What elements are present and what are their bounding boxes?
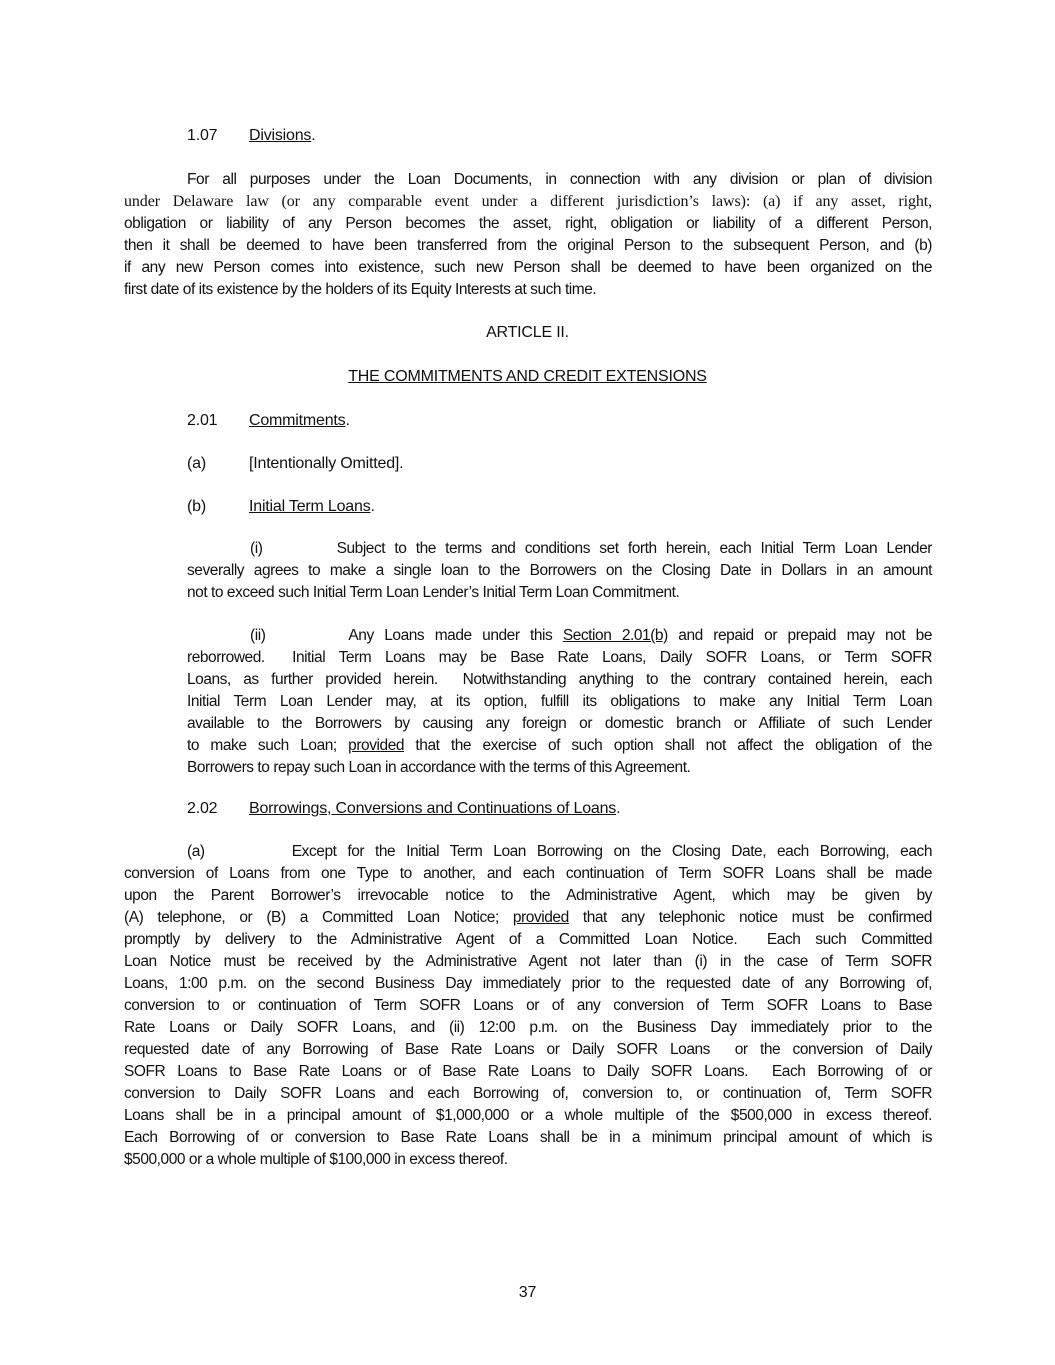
clause-text: [Intentionally Omitted]. bbox=[249, 455, 404, 472]
text-segment: conversion to or continuation of Term SOFR Loans or of any conversion of Term SOFR Loans to Base bbox=[124, 997, 932, 1014]
punct: . bbox=[311, 127, 316, 144]
section-title: Borrowings, Conversions and Continuations of Loans bbox=[249, 800, 617, 817]
text-segment: Rate Loans or Daily SOFR Loans, and (ii) 12:00 p.m. on the Business Day immediately prior to the bbox=[124, 1019, 932, 1036]
punct: . bbox=[370, 498, 375, 515]
section-title: Divisions bbox=[249, 127, 312, 144]
section-2-02-heading bbox=[187, 798, 620, 820]
text-line bbox=[124, 929, 932, 951]
text-segment: conversion of Loans from one Type to another, and each continuation of Term SOFR Loans shall be made bbox=[124, 865, 932, 882]
paragraph-ii bbox=[187, 625, 932, 779]
text-segment: not to exceed such Initial Term Loan Lender’s Initial Term Loan Commitment. bbox=[187, 584, 680, 601]
text-line bbox=[187, 713, 932, 735]
text-segment: Each Borrowing of or conversion to Base Rate Loans shall be in a minimum principal amount of which is bbox=[124, 1129, 932, 1146]
text-segment: that any telephonic notice must be confirmed bbox=[568, 909, 932, 926]
text-segment: conversion to Daily SOFR Loans and each Borrowing of, conversion to, or continuation of, Term SOFR bbox=[124, 1085, 932, 1102]
clause-2-01-a bbox=[187, 453, 403, 475]
page-number: 37 bbox=[518, 1284, 537, 1301]
clause-2-01-b bbox=[187, 496, 375, 518]
text-segment: Loans shall be in a principal amount of $1,000,000 or a whole multiple of the $500,000 in excess thereof. bbox=[124, 1107, 932, 1124]
article-title: ARTICLE II. bbox=[486, 324, 569, 341]
paragraph-i bbox=[187, 538, 932, 604]
text-segment: severally agrees to make a single loan to the Borrowers on the Closing Date in Dollars in an amount bbox=[187, 562, 932, 579]
text-line bbox=[124, 1149, 932, 1171]
text-segment: reborrowed. Initial Term Loans may be Base Rate Loans, Daily SOFR Loans, or Term SOFR bbox=[187, 649, 932, 666]
text-segment: and repaid or prepaid may not be bbox=[667, 627, 932, 644]
text-line bbox=[124, 907, 932, 929]
text-segment: Borrowers to repay such Loan in accordance with the terms of this Agreement. bbox=[187, 759, 691, 776]
text-segment: to make such Loan; bbox=[187, 737, 349, 754]
text-segment: Initial Term Loan Lender may, at its option, fulfill its obligations to make any Initial Term Loan bbox=[187, 693, 932, 710]
text-line bbox=[187, 538, 932, 560]
paragraph-divisions bbox=[124, 169, 932, 301]
clause-number: (a) bbox=[187, 455, 206, 472]
text-line bbox=[124, 973, 932, 995]
text-line bbox=[187, 647, 932, 669]
text-line bbox=[124, 1017, 932, 1039]
text-line bbox=[124, 1105, 932, 1127]
text-segment: upon the Parent Borrower’s irrevocable notice to the Administrative Agent, which may be given by bbox=[124, 887, 932, 904]
text-line bbox=[187, 757, 932, 779]
text-line: under Delaware law (or any comparable event under a different jurisdiction’s laws): (a) if any asset, right, bbox=[124, 193, 932, 210]
clause-number: (b) bbox=[187, 498, 206, 515]
text-segment: SOFR Loans to Base Rate Loans or of Base Rate Loans to Daily SOFR Loans. Each Borrowing of or bbox=[124, 1063, 932, 1080]
section-2-01-heading bbox=[187, 410, 350, 432]
text-line bbox=[187, 669, 932, 691]
paragraph-2-02-a bbox=[124, 841, 932, 1171]
text-line bbox=[124, 1083, 932, 1105]
text-line: obligation or liability of any Person becomes the asset, right, obligation or liability of a different Person, bbox=[124, 215, 932, 232]
text-segment: $500,000 or a whole multiple of $100,000 in excess thereof. bbox=[124, 1151, 508, 1168]
text-segment: requested date of any Borrowing of Base Rate Loans or Daily SOFR Loans or the conversion of Daily bbox=[124, 1041, 932, 1058]
text-segment: Loans, as further provided herein. Notwithstanding anything to the contrary contained herein, each bbox=[187, 671, 932, 688]
section-number: 2.01 bbox=[187, 412, 218, 429]
punct: . bbox=[616, 800, 621, 817]
text-line bbox=[124, 863, 932, 885]
text-segment: (i) Subject to the terms and conditions set forth herein, each Initial Term Loan Lender bbox=[250, 540, 932, 557]
text-line bbox=[124, 995, 932, 1017]
text-line: if any new Person comes into existence, such new Person shall be deemed to have been organized on the bbox=[124, 259, 932, 276]
cross-reference: provided bbox=[348, 737, 405, 754]
cross-reference: provided bbox=[512, 909, 569, 926]
text-line: For all purposes under the Loan Documents, in connection with any division or plan of division bbox=[187, 171, 932, 188]
text-line bbox=[124, 841, 932, 863]
section-1-07-heading bbox=[187, 125, 315, 147]
text-segment: promptly by delivery to the Administrative Agent of a Committed Loan Notice. Each such Committed bbox=[124, 931, 932, 948]
text-line: then it shall be deemed to have been transferred from the original Person to the subsequent Person, and (b) bbox=[124, 237, 932, 254]
text-line bbox=[187, 691, 932, 713]
text-segment: available to the Borrowers by causing any foreign or domestic branch or Affiliate of such Lender bbox=[187, 715, 932, 732]
punct: . bbox=[345, 412, 350, 429]
section-number: 1.07 bbox=[187, 127, 218, 144]
text-segment: that the exercise of such option shall not affect the obligation of the bbox=[404, 737, 932, 754]
text-line bbox=[187, 560, 932, 582]
text-line bbox=[187, 625, 932, 647]
text-segment: (A) telephone, or (B) a Committed Loan Notice; bbox=[124, 909, 513, 926]
text-line bbox=[187, 735, 932, 757]
text-segment: Loans, 1:00 p.m. on the second Business Day immediately prior to the requested date of any Borrowing of, bbox=[124, 975, 932, 992]
text-segment: (ii) Any Loans made under this bbox=[250, 627, 563, 644]
article-heading-text: THE COMMITMENTS AND CREDIT EXTENSIONS bbox=[348, 368, 707, 385]
text-line bbox=[124, 885, 932, 907]
text-segment: (a) Except for the Initial Term Loan Borrowing on the Closing Date, each Borrowing, each bbox=[187, 843, 932, 860]
section-number: 2.02 bbox=[187, 800, 218, 817]
text-line bbox=[124, 1127, 932, 1149]
clause-title: Initial Term Loans bbox=[249, 498, 371, 515]
text-line bbox=[124, 951, 932, 973]
text-segment: Loan Notice must be received by the Administrative Agent not later than (i) in the case of Term SOFR bbox=[124, 953, 932, 970]
section-title: Commitments bbox=[249, 412, 346, 429]
article-heading bbox=[0, 366, 1055, 388]
text-line bbox=[187, 582, 932, 604]
cross-reference: Section 2.01(b) bbox=[562, 627, 668, 644]
text-line bbox=[124, 1061, 932, 1083]
text-line: first date of its existence by the holders of its Equity Interests at such time. bbox=[124, 281, 597, 298]
text-line bbox=[124, 1039, 932, 1061]
